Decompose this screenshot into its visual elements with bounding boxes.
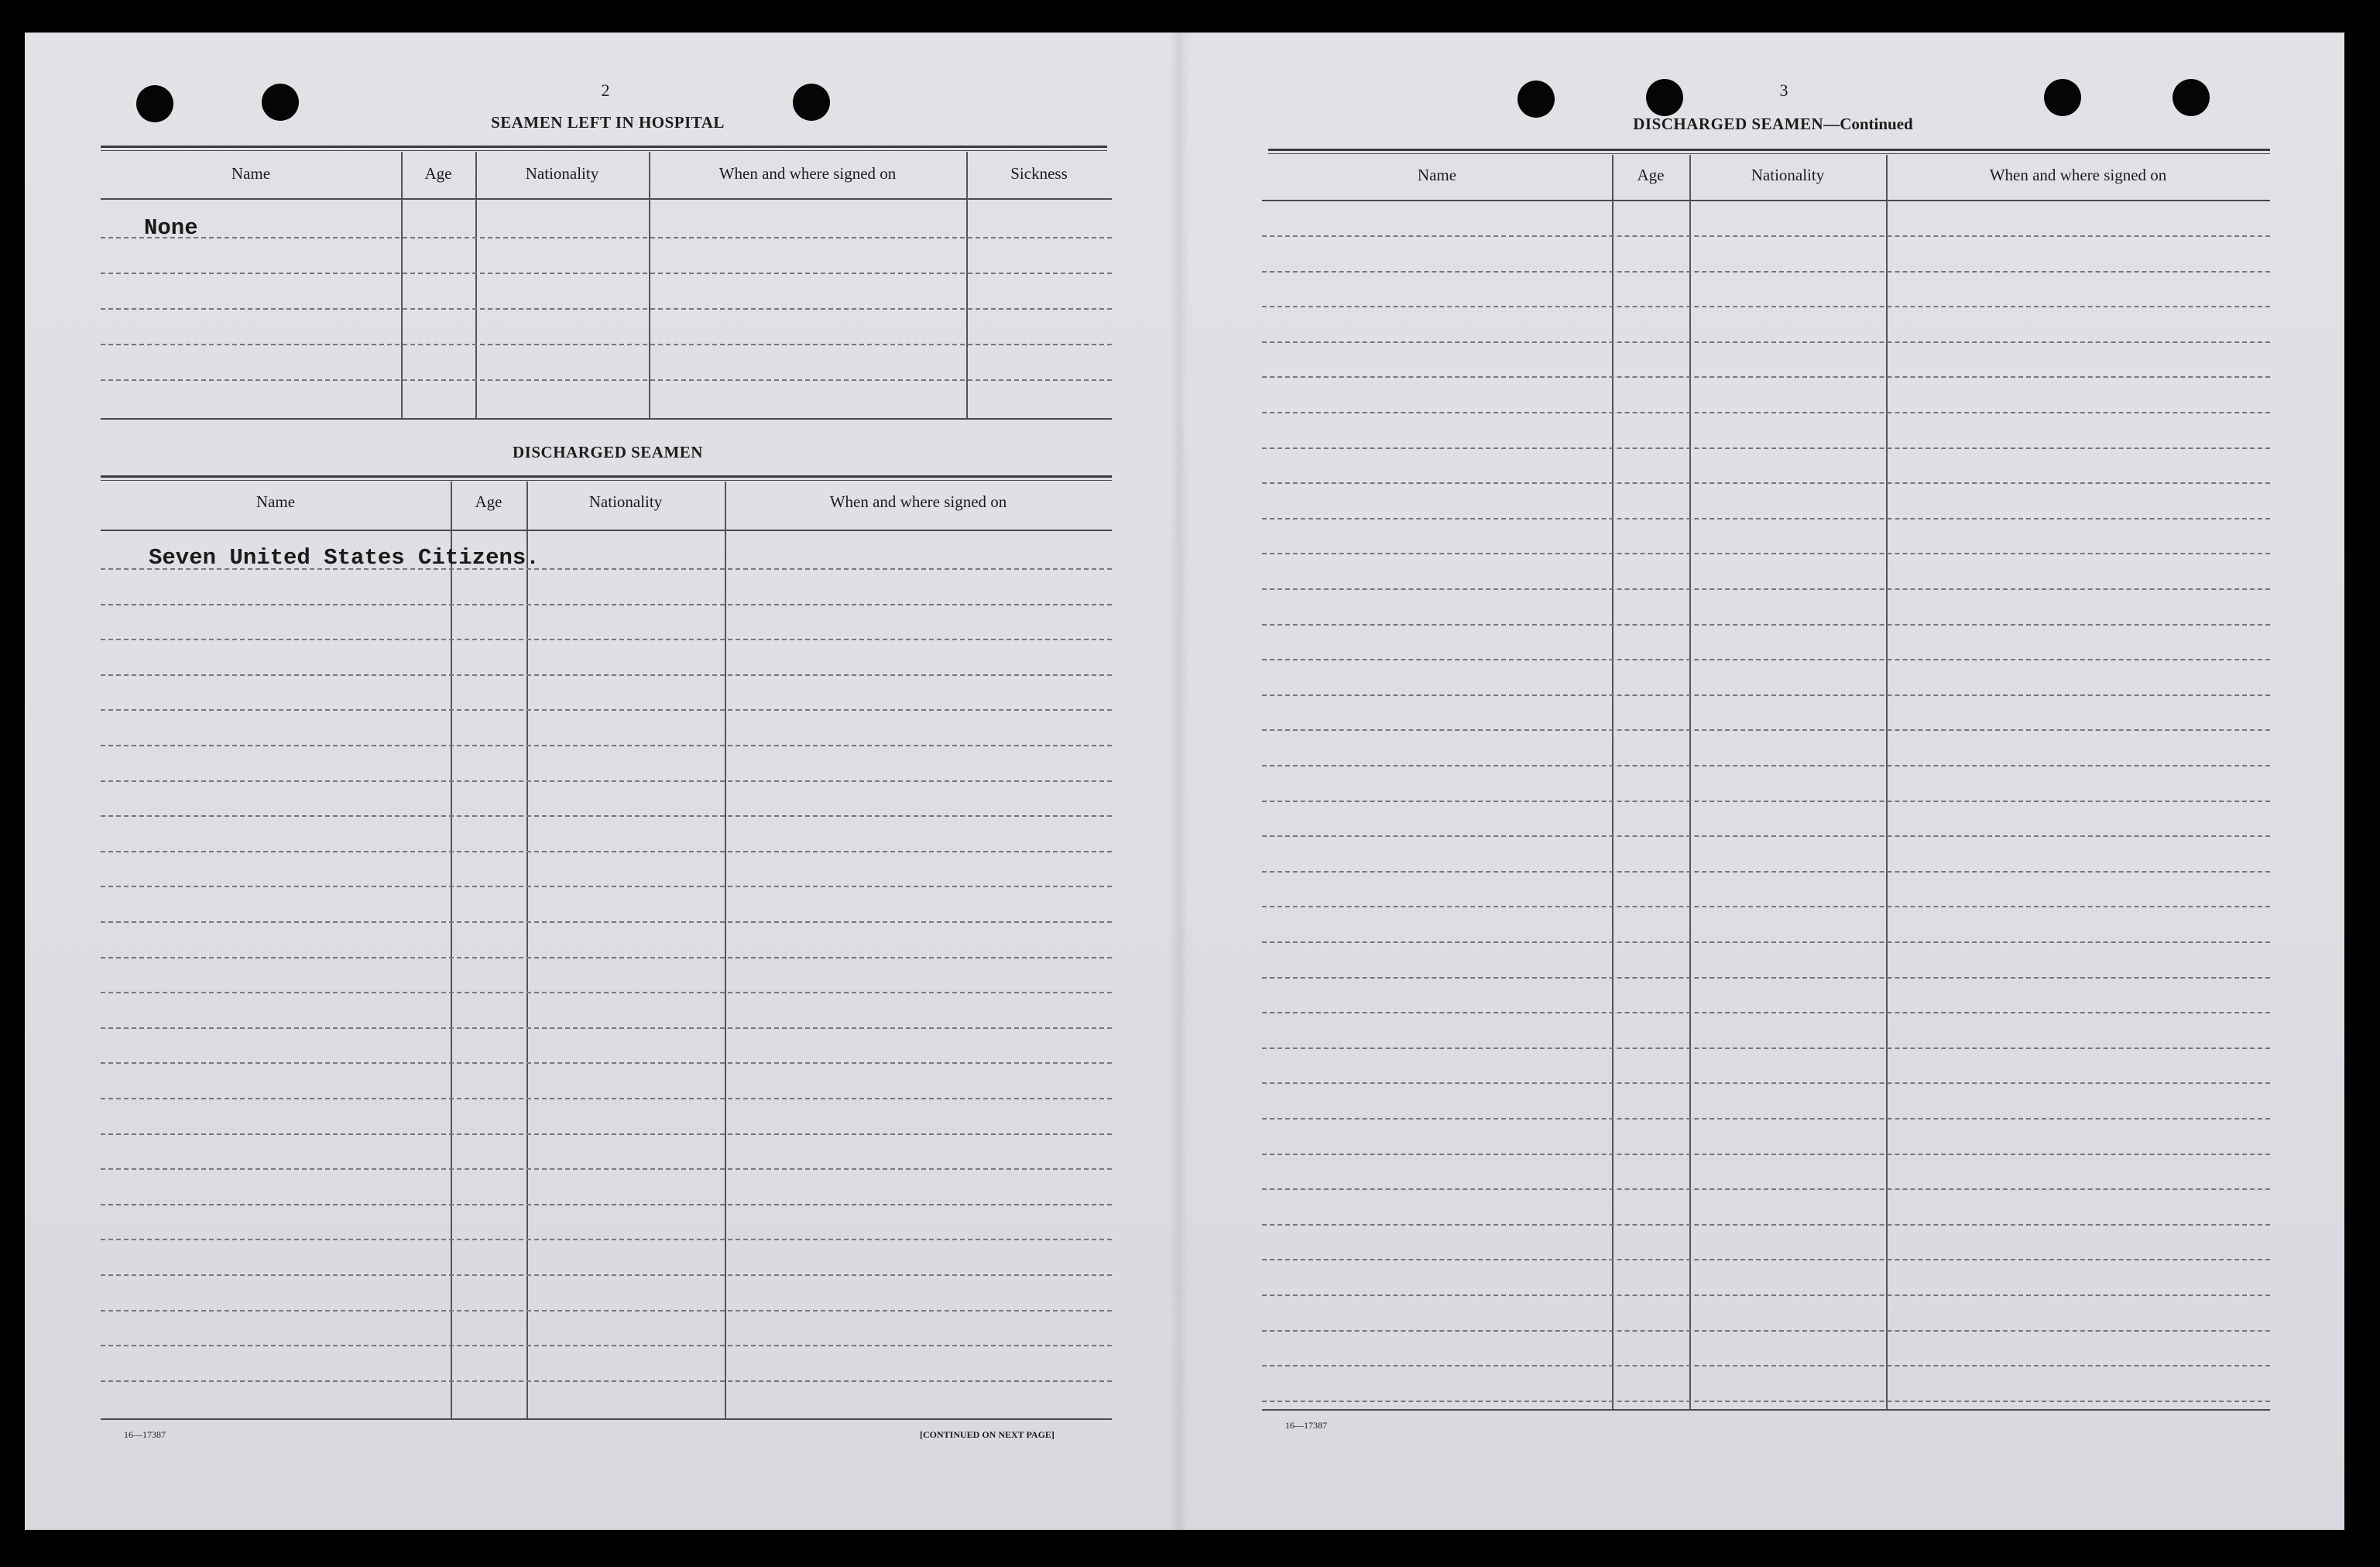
ruled-line xyxy=(101,604,1112,605)
ruled-line xyxy=(1262,1224,2270,1226)
ruled-line xyxy=(101,639,1112,640)
header-underline xyxy=(101,530,1112,531)
ruled-line xyxy=(1262,482,2270,484)
column-header-nationality: Nationality xyxy=(1751,166,1825,184)
continued-note: [CONTINUED ON NEXT PAGE] xyxy=(920,1429,1055,1440)
ruled-line xyxy=(1262,235,2270,237)
ruled-line xyxy=(101,237,1112,238)
ruled-line xyxy=(1262,1259,2270,1260)
section-bottom-line xyxy=(101,418,1112,420)
column-header-nationality: Nationality xyxy=(588,492,663,511)
column-divider xyxy=(526,482,528,1420)
ruled-line xyxy=(1262,1330,2270,1332)
column-header-name: Name xyxy=(1417,166,1457,184)
column-header-sickness: Sickness xyxy=(1010,164,1068,183)
section-title xyxy=(1579,115,1967,134)
column-divider xyxy=(1689,155,1691,1409)
section-title-suffix: —Continued xyxy=(1823,115,1913,133)
ruled-line xyxy=(1262,412,2270,413)
ruled-line xyxy=(1262,447,2270,449)
column-header-signed-on: When and where signed on xyxy=(1989,166,2167,184)
column-header-age: Age xyxy=(424,164,452,183)
ruled-line xyxy=(1262,694,2270,696)
ruled-line xyxy=(1262,659,2270,660)
header-underline xyxy=(1262,200,2270,201)
section-bottom-line xyxy=(101,1418,1112,1420)
section-title: SEAMEN LEFT IN HOSPITAL xyxy=(491,113,725,132)
form-number: 16—17387 xyxy=(1285,1420,1327,1431)
ruled-line xyxy=(101,1027,1112,1029)
column-header-nationality: Nationality xyxy=(525,164,599,183)
punch-hole xyxy=(1646,79,1683,116)
punch-hole xyxy=(2173,79,2210,116)
ruled-line xyxy=(101,379,1112,381)
ruled-line xyxy=(1262,306,2270,307)
ruled-line xyxy=(1262,1365,2270,1366)
ruled-line xyxy=(101,1239,1112,1240)
page-number: 2 xyxy=(601,81,610,100)
ruled-line xyxy=(1262,765,2270,766)
column-divider xyxy=(451,482,452,1420)
ruled-line xyxy=(1262,1294,2270,1296)
ruled-line xyxy=(1262,624,2270,626)
ruled-line xyxy=(101,709,1112,711)
ruled-line xyxy=(101,1345,1112,1346)
ruled-line xyxy=(101,1380,1112,1382)
ruled-line xyxy=(101,1274,1112,1276)
ruled-line xyxy=(1262,871,2270,873)
discharged-entry: Seven United States Citizens. xyxy=(149,545,540,571)
header-underline xyxy=(101,198,1112,200)
ruled-line xyxy=(101,851,1112,852)
ruled-line xyxy=(101,992,1112,993)
ruled-line xyxy=(101,1204,1112,1205)
column-header-signed-on: When and where signed on xyxy=(829,492,1007,511)
double-rule xyxy=(101,146,1107,148)
column-header-signed-on: When and where signed on xyxy=(718,164,897,183)
ruled-line xyxy=(1262,518,2270,519)
column-header-name: Name xyxy=(255,492,296,511)
ruled-line xyxy=(101,308,1112,310)
ruled-line xyxy=(101,344,1112,345)
ruled-line xyxy=(1262,1012,2270,1013)
double-rule xyxy=(101,475,1112,478)
punch-hole xyxy=(136,85,173,122)
ruled-line xyxy=(1262,271,2270,273)
punch-hole xyxy=(793,84,830,121)
ruled-line xyxy=(1262,553,2270,554)
section-bottom-line xyxy=(1262,1409,2270,1411)
ruled-line xyxy=(1262,341,2270,343)
ruled-line xyxy=(101,886,1112,887)
column-divider xyxy=(725,482,726,1420)
ruled-line xyxy=(101,957,1112,958)
ruled-line xyxy=(1262,1082,2270,1084)
ruled-line xyxy=(1262,941,2270,943)
ruled-line xyxy=(101,1310,1112,1312)
column-divider xyxy=(1886,155,1888,1409)
ruled-line xyxy=(1262,1118,2270,1120)
column-divider xyxy=(1612,155,1614,1409)
form-number: 16—17387 xyxy=(124,1429,166,1440)
ruled-line xyxy=(1262,1188,2270,1190)
section-title: DISCHARGED SEAMEN xyxy=(513,443,703,461)
ruled-line xyxy=(101,1098,1112,1099)
ruled-line xyxy=(1262,1154,2270,1155)
ruled-line xyxy=(101,1062,1112,1064)
ruled-line xyxy=(1262,906,2270,907)
ruled-line xyxy=(101,921,1112,923)
page-number: 3 xyxy=(1779,81,1788,100)
ruled-line xyxy=(1262,1048,2270,1049)
ruled-line xyxy=(1262,977,2270,979)
column-header-age: Age xyxy=(475,492,502,511)
ruled-line xyxy=(101,273,1112,274)
punch-hole xyxy=(1518,81,1555,118)
ruled-line xyxy=(101,674,1112,676)
double-rule xyxy=(1268,149,2270,151)
ruled-line xyxy=(101,1168,1112,1170)
ruled-line xyxy=(101,780,1112,782)
ruled-line xyxy=(1262,1401,2270,1402)
ruled-line xyxy=(101,815,1112,817)
page-fold xyxy=(1169,33,1189,1530)
hospital-entry: None xyxy=(144,215,198,241)
punch-hole xyxy=(2044,79,2081,116)
ruled-line xyxy=(1262,376,2270,378)
punch-hole xyxy=(262,84,299,121)
column-header-age: Age xyxy=(1637,166,1665,184)
column-header-name: Name xyxy=(231,164,271,183)
ruled-line xyxy=(1262,801,2270,802)
section-title-main: DISCHARGED SEAMEN xyxy=(1633,115,1824,133)
ruled-line xyxy=(1262,588,2270,590)
ruled-line xyxy=(101,745,1112,746)
ruled-line xyxy=(1262,835,2270,837)
ruled-line xyxy=(1262,729,2270,731)
ruled-line xyxy=(101,1133,1112,1135)
